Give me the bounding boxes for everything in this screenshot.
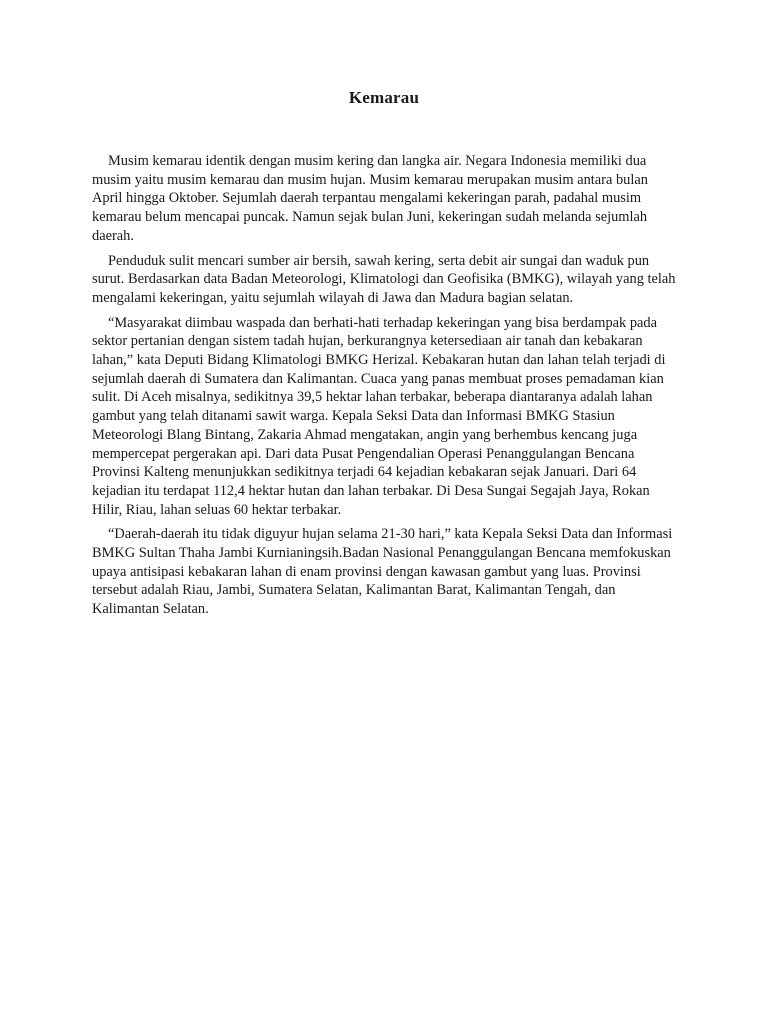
paragraph-1: Musim kemarau identik dengan musim kering dan langka air. Negara Indonesia memiliki dua musim yaitu musim kemarau dan musim hujan. Musim kemarau merupakan musim antara bulan April hingga Oktober. Sejumlah daerah terpantau mengalami kekeringan parah, padahal musim kemarau belum mencapai puncak. Namun sejak bulan Juni, kekeringan sudah melanda sejumlah daerah. bbox=[92, 153, 648, 244]
paragraph-2: Penduduk sulit mencari sumber air bersih, sawah kering, serta debit air sungai dan waduk pun surut. Berdasarkan data Badan Meteorologi, Klimatologi dan Geofisika (BMKG), wilayah yang telah mengalami kekeringan, yaitu sejumlah wilayah di Jawa dan Madura bagian selatan. bbox=[92, 252, 676, 306]
document-body bbox=[92, 152, 676, 625]
paragraph-4: “Daerah-daerah itu tidak diguyur hujan selama 21-30 hari,” kata Kepala Seksi Data dan Informasi BMKG Sultan Thaha Jambi Kurnianingsih.Badan Nasional Penanggulangan Bencana memfokuskan upaya antisipasi kebakaran lahan di enam provinsi dengan kawasan gambut yang luas. Provinsi tersebut adalah Riau, Jambi, Sumatera Selatan, Kalimantan Barat, Kalimantan Tengah, dan Kalimantan Selatan. bbox=[92, 526, 673, 618]
document-title: Kemarau bbox=[348, 88, 420, 107]
paragraph-3: “Masyarakat diimbau waspada dan berhati-hati terhadap kekeringan yang bisa berdampak pada sektor pertanian dengan sistem tadah hujan, berkurangnya ketersediaan air tanah dan kebakaran lahan,” kata Deputi Bidang Klimatologi BMKG Herizal. Kebakaran hutan dan lahan telah terjadi di sejumlah daerah di Sumatera dan Kalimantan. Cuaca yang panas membuat proses pemadaman kian sulit. Di Aceh misalnya, sedikitnya 39,5 hektar lahan terbakar, beberapa diantaranya adalah lahan gambut yang telah ditanami sawit warga. Kepala Seksi Data dan Informasi BMKG Stasiun Meteorologi Blang Bintang, Zakaria Ahmad mengatakan, angin yang berhembus kencang juga mempercepat pergerakan api. Dari data Pusat Pengendalian Operasi Penanggulangan Bencana Provinsi Kalteng menunjukkan sedikitnya terjadi 64 kejadian kebakaran sejak Januari. Dari 64 kejadian itu terdapat 112,4 hektar hutan dan lahan terbakar. Di Desa Sungai Segajah Jaya, Rokan Hilir, Riau, lahan seluas 60 hektar terbakar. bbox=[92, 314, 666, 518]
